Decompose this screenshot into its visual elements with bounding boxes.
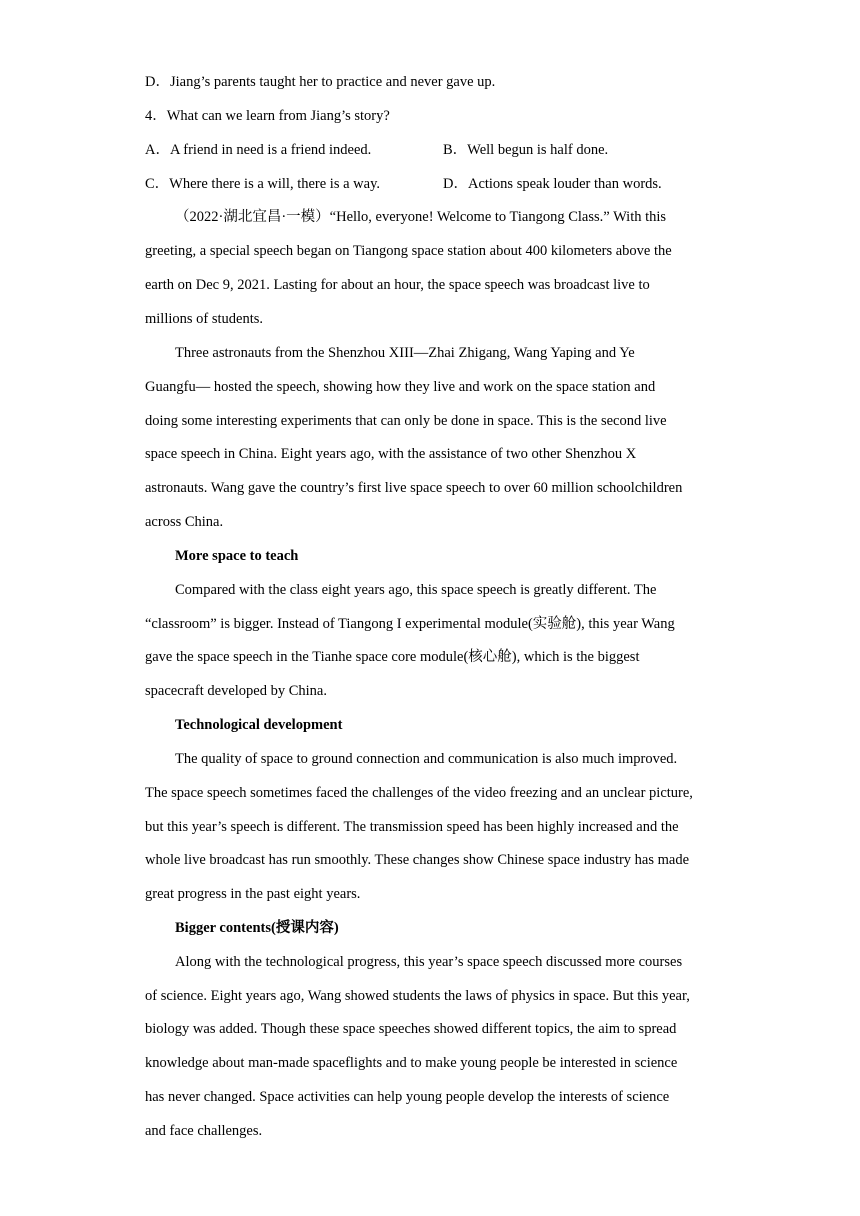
paragraph1-line: greeting, a special speech began on Tiangong space station about 400 kilometers above the <box>145 243 672 259</box>
paragraph2-line: Three astronauts from the Shenzhou XIII—Zhai Zhigang, Wang Yaping and Ye <box>175 345 635 361</box>
paragraph2-line: Guangfu— hosted the speech, showing how they live and work on the space station and <box>145 379 656 395</box>
question4-option-a: A．A friend in need is a friend indeed. <box>145 142 372 158</box>
question4-option-d: D．Actions speak louder than words. <box>443 176 662 192</box>
paragraph4-line: but this year’s speech is different. The transmission speed has been highly increased and the <box>145 819 679 835</box>
paragraph4-line: The quality of space to ground connection and communication is also much improved. <box>175 751 678 767</box>
paragraph2-line: space speech in China. Eight years ago, with the assistance of two other Shenzhou X <box>145 446 637 462</box>
paragraph4-line: The space speech sometimes faced the challenges of the video freezing and an unclear picture, <box>145 785 693 801</box>
paragraph2-line: across China. <box>145 514 224 530</box>
section-heading-bigger-contents: Bigger contents(授课内容) <box>175 920 339 936</box>
paragraph5-line: biology was added. Though these space speeches showed different topics, the aim to spread <box>145 1021 677 1037</box>
section-heading-technological: Technological development <box>175 717 343 733</box>
question4-option-b: B．Well begun is half done. <box>443 142 609 158</box>
paragraph5-line: and face challenges. <box>145 1123 263 1139</box>
paragraph5-line: of science. Eight years ago, Wang showed students the laws of physics in space. But this year, <box>145 988 690 1004</box>
paragraph3-line: Compared with the class eight years ago, this space speech is greatly different. The <box>175 582 657 598</box>
paragraph1-line: earth on Dec 9, 2021. Lasting for about an hour, the space speech was broadcast live to <box>145 277 650 293</box>
paragraph5-line: Along with the technological progress, this year’s space speech discussed more courses <box>175 954 683 970</box>
paragraph3-line: gave the space speech in the Tianhe space core module(核心舱), which is the biggest <box>145 649 640 665</box>
question4-option-c: C．Where there is a will, there is a way. <box>145 176 381 192</box>
paragraph2-line: doing some interesting experiments that can only be done in space. This is the second live <box>145 413 667 429</box>
paragraph2-line: astronauts. Wang gave the country’s first live space speech to over 60 million schoolchildren <box>145 480 683 496</box>
paragraph1-line: millions of students. <box>145 311 264 327</box>
section-heading-more-space: More space to teach <box>175 548 299 564</box>
paragraph5-line: knowledge about man-made spaceflights and to make young people be interested in science <box>145 1055 678 1071</box>
paragraph5-line: has never changed. Space activities can help young people develop the interests of science <box>145 1089 670 1105</box>
paragraph4-line: great progress in the past eight years. <box>145 886 361 902</box>
question3-option-d: D．Jiang’s parents taught her to practice and never gave up. <box>145 74 496 90</box>
paragraph3-line: spacecraft developed by China. <box>145 683 327 699</box>
question4-stem: 4．What can we learn from Jiang’s story? <box>145 108 390 124</box>
paragraph3-line: “classroom” is bigger. Instead of Tiangong I experimental module(实验舱), this year Wang <box>145 616 675 632</box>
paragraph1-line: （2022·湖北宜昌·一模）“Hello, everyone! Welcome to Tiangong Class.” With this <box>175 209 667 225</box>
paragraph4-line: whole live broadcast has run smoothly. These changes show Chinese space industry has made <box>145 852 690 868</box>
